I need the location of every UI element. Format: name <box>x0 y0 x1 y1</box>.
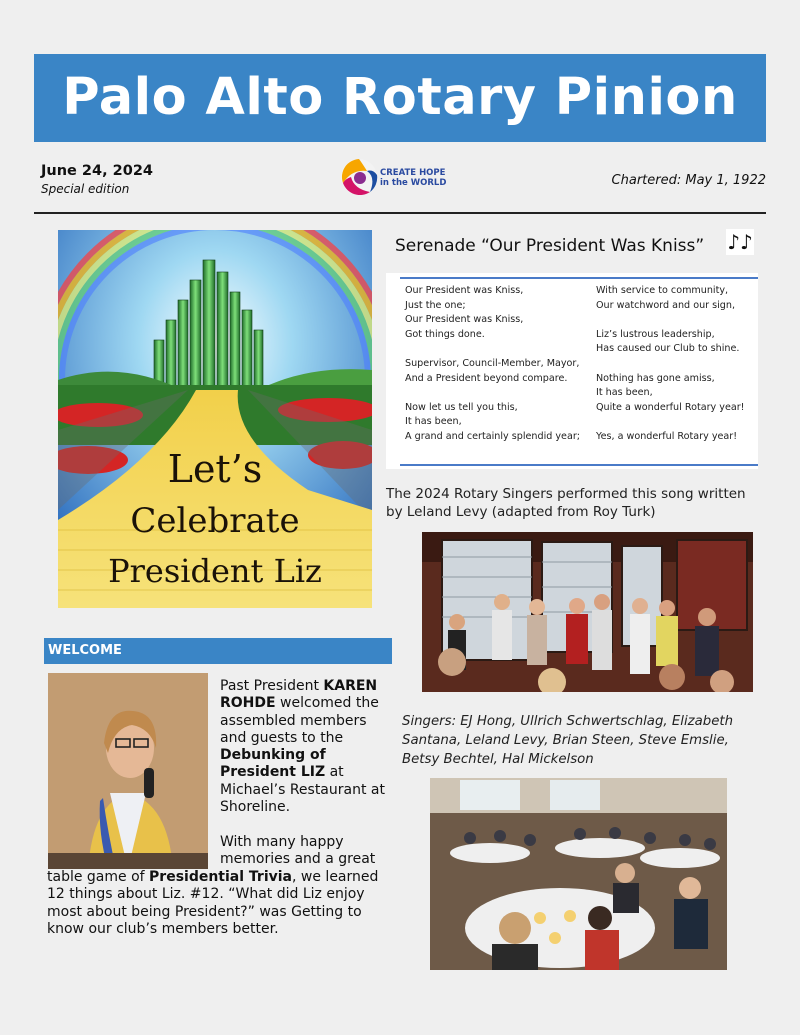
edition-label: Special edition <box>41 182 130 196</box>
song-caption: The 2024 Rotary Singers performed this song written by Leland Levy (adapted from Roy Turk) <box>386 486 746 520</box>
poster-line-1: Let’s <box>167 447 263 491</box>
poster-line-3: President Liz <box>108 552 322 590</box>
speaker-name: KAREN ROHDE <box>220 678 378 712</box>
lyric-line <box>596 313 745 328</box>
lyrics-right-column <box>596 284 745 445</box>
rotary-theme-logo <box>340 157 460 199</box>
lyric-line: Our watchword and our sign, <box>596 299 736 311</box>
welcome-heading: WELCOME <box>48 643 122 658</box>
singers-photo <box>422 532 753 692</box>
poster-line-2: Celebrate <box>130 501 300 541</box>
lyric-line: It has been, <box>405 416 462 428</box>
lyric-line: Our President was Kniss, <box>405 314 524 326</box>
singers-caption: Singers: EJ Hong, Ullrich Schwertschlag, Elizabeth Santana, Leland Levy, Brian Steen, Steve Emslie, Betsy Bechtel, Hal Mickelson <box>402 714 734 767</box>
event-name: Debunking of President LIZ <box>220 747 326 781</box>
lyric-line: Our President was Kniss, <box>405 285 524 296</box>
karen-rohde-photo <box>48 673 208 869</box>
welcome-paragraph-2: table game of Presidential Trivia, we learned 12 things about Liz. #12. “What did Liz enjoy most about being President?” was Getting to know our club’s members better. <box>47 869 379 937</box>
lyric-line: Has caused our Club to shine. <box>596 343 740 355</box>
lyric-line: Quite a wonderful Rotary year! <box>596 401 745 413</box>
welcome-paragraph-1: Past President KAREN ROHDE welcomed the assembled members and guests to the Debunking of President LIZ at Michael’s Restaurant at Shoreline. With many happy memories and a great <box>220 678 385 867</box>
celebrate-poster <box>58 230 372 608</box>
lyric-line: Just the one; <box>405 299 466 311</box>
welcome-section-header <box>44 638 392 664</box>
lyric-line: Yes, a wonderful Rotary year! <box>596 430 738 442</box>
logo-line-1: CREATE HOPE <box>380 168 446 178</box>
masthead <box>34 54 766 142</box>
lyric-line: And a President beyond compare. <box>405 372 568 384</box>
lyric-line: Liz’s lustrous leadership, <box>596 328 715 340</box>
lyric-line: It has been, <box>596 387 653 399</box>
issue-date: June 24, 2024 <box>41 163 154 179</box>
lyrics-top-rule <box>400 277 758 279</box>
lyrics-box <box>386 273 758 469</box>
lyrics-bottom-rule <box>400 464 758 466</box>
lyric-line: Supervisor, Council-Member, Mayor, <box>405 357 580 369</box>
chartered-date: Chartered: May 1, 1922 <box>611 173 766 188</box>
lyrics-left-column <box>405 284 580 445</box>
lyric-line: Nothing has gone amiss, <box>596 372 715 384</box>
lyric-line: With service to community, <box>596 285 729 296</box>
lyric-line <box>596 357 745 372</box>
lyric-line: A grand and certainly splendid year; <box>405 430 581 442</box>
lyric-line: Got things done. <box>405 328 485 340</box>
song-title: Serenade “Our President Was Kniss” <box>395 236 705 256</box>
rotary-swirl-icon <box>340 157 378 197</box>
music-notes-icon: ♪♪ <box>727 230 753 254</box>
lyric-line <box>405 342 580 357</box>
logo-line-2: in the WORLD <box>380 178 447 188</box>
trivia-game-name: Presidential Trivia <box>149 869 293 885</box>
lyric-line: Now let us tell you this, <box>405 401 518 413</box>
lyric-line <box>405 386 580 401</box>
dining-room-photo <box>430 778 727 970</box>
header-divider <box>34 212 766 214</box>
lyric-line <box>596 415 745 430</box>
newsletter-title: Palo Alto Rotary Pinion <box>62 68 738 127</box>
